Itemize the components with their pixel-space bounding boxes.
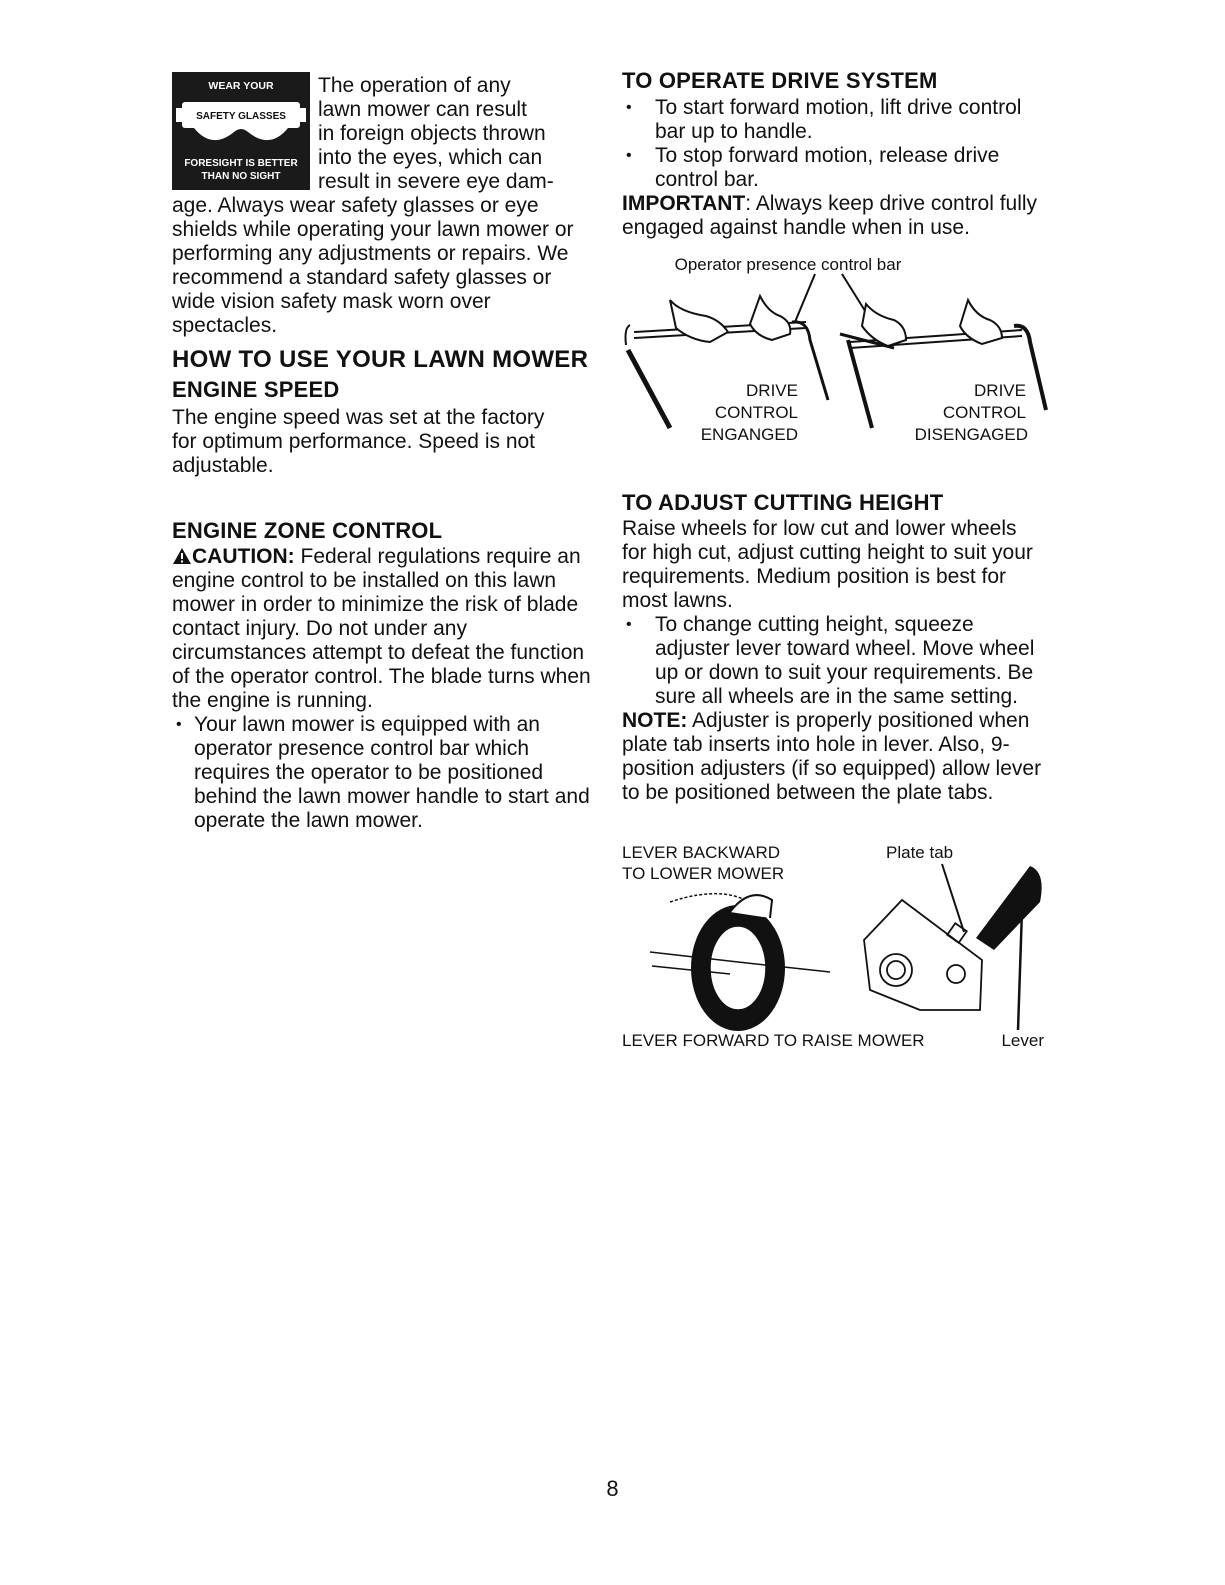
cutting-text: Raise wheels for low cut and lower wheels for high cut, adjust cutting height to suit your requirements. Medium position is best for most lawns. <box>622 517 1033 612</box>
lever-handle-drawing <box>976 866 1042 950</box>
badge-line-4: THAN NO SIGHT <box>201 171 281 182</box>
engine-speed-heading: ENGINE SPEED <box>172 377 340 402</box>
list-item: • Your lawn mower is equipped with an operator presence control bar which requires the operator to be positioned behind the lawn mower handle to start and operate the lawn mower. <box>172 713 592 833</box>
safety-glasses-badge <box>172 72 310 190</box>
drive-body <box>622 96 1042 240</box>
engine-speed-text <box>172 406 572 478</box>
drive-control-illustration <box>610 250 1050 450</box>
important-text: : Always keep drive control fully engaged against handle when in use. <box>622 192 1038 239</box>
plate-tab-label: Plate tab <box>886 843 954 862</box>
drive-engaged-line-1: DRIVE <box>746 381 798 400</box>
cutting-heading: TO ADJUST CUTTING HEIGHT <box>622 490 944 515</box>
page-number: 8 <box>606 1476 619 1501</box>
cutting-body <box>622 517 1042 805</box>
important-label: IMPORTANT <box>622 192 746 215</box>
caution-text: Federal regulations require an engine control to be installed on this lawn mower in order to minimize the risk of blade contact injury. Do not under any circumstances attempt to defeat the function of the operator control. The blade turns when the engine is running. <box>172 545 591 712</box>
intro-line: lawn mower can result <box>318 98 527 121</box>
note-text: Adjuster is properly positioned when plate tab inserts into hole in lever. Also, 9-position adjusters (if so equipped) allow lever to be positioned between the plate tabs. <box>622 709 1042 804</box>
cutting-height-figure <box>620 840 1050 1055</box>
section-title: HOW TO USE YOUR LAWN MOWER <box>172 346 589 373</box>
note-label: NOTE: <box>622 709 688 732</box>
badge-line-3: FORESIGHT IS BETTER <box>184 158 298 169</box>
drive-disengaged-line-3: DISENGAGED <box>914 425 1028 444</box>
wheel-drawing <box>650 894 830 1030</box>
intro-wrapped-lines <box>318 74 608 194</box>
adjuster-drawing <box>864 900 982 1010</box>
lever-forward-label: LEVER FORWARD TO RAISE MOWER <box>622 1031 925 1050</box>
height-adjuster-illustration <box>620 840 1050 1055</box>
engine-zone-heading: ENGINE ZONE CONTROL <box>172 518 443 543</box>
intro-line: result in severe eye dam- <box>318 170 554 193</box>
engine-speed-paragraph: The engine speed was set at the factory for optimum performance. Speed is not adjustable. <box>172 406 545 477</box>
drive-engaged-line-2: CONTROL <box>714 403 798 422</box>
badge-line-2: SAFETY GLASSES <box>196 111 286 122</box>
intro-line: into the eyes, which can <box>318 146 543 169</box>
drive-heading: TO OPERATE DRIVE SYSTEM <box>622 68 938 93</box>
intro-line: in foreign objects thrown <box>318 122 546 145</box>
intro-line: The operation of any <box>318 74 511 97</box>
drive-disengaged-line-2: CONTROL <box>942 403 1026 422</box>
drive-disengaged-line-1: DRIVE <box>974 381 1026 400</box>
intro-continued <box>172 194 592 338</box>
safety-glasses-icon <box>172 72 310 190</box>
figure-label-operator-bar: Operator presence control bar <box>674 255 902 274</box>
list-item: • To stop forward motion, release drive control bar. <box>622 144 1042 192</box>
lever-backward-line-2: TO LOWER MOWER <box>622 864 785 883</box>
caution-label: CAUTION: <box>192 545 295 568</box>
caution-icon <box>172 547 192 565</box>
list-item: • To start forward motion, lift drive control bar up to handle. <box>622 96 1042 144</box>
lever-label: Lever <box>1001 1031 1044 1050</box>
badge-line-1: WEAR YOUR <box>208 80 274 92</box>
drive-engaged-line-3: ENGANGED <box>700 425 798 444</box>
lever-backward-line-1: LEVER BACKWARD <box>622 843 781 862</box>
engine-zone-body <box>172 545 592 833</box>
drive-control-figure <box>610 250 1050 450</box>
intro-continued-text: age. Always wear safety glasses or eye shields while operating your lawn mower or performing any adjustments or repairs. We recommend a standard safety glasses or wide vision safety mask worn over spectacles. <box>172 194 574 337</box>
list-item: • To change cutting height, squeeze adjuster lever toward wheel. Move wheel up or down to suit your requirements. Be sure all wheels are in the same setting. <box>622 613 1042 709</box>
